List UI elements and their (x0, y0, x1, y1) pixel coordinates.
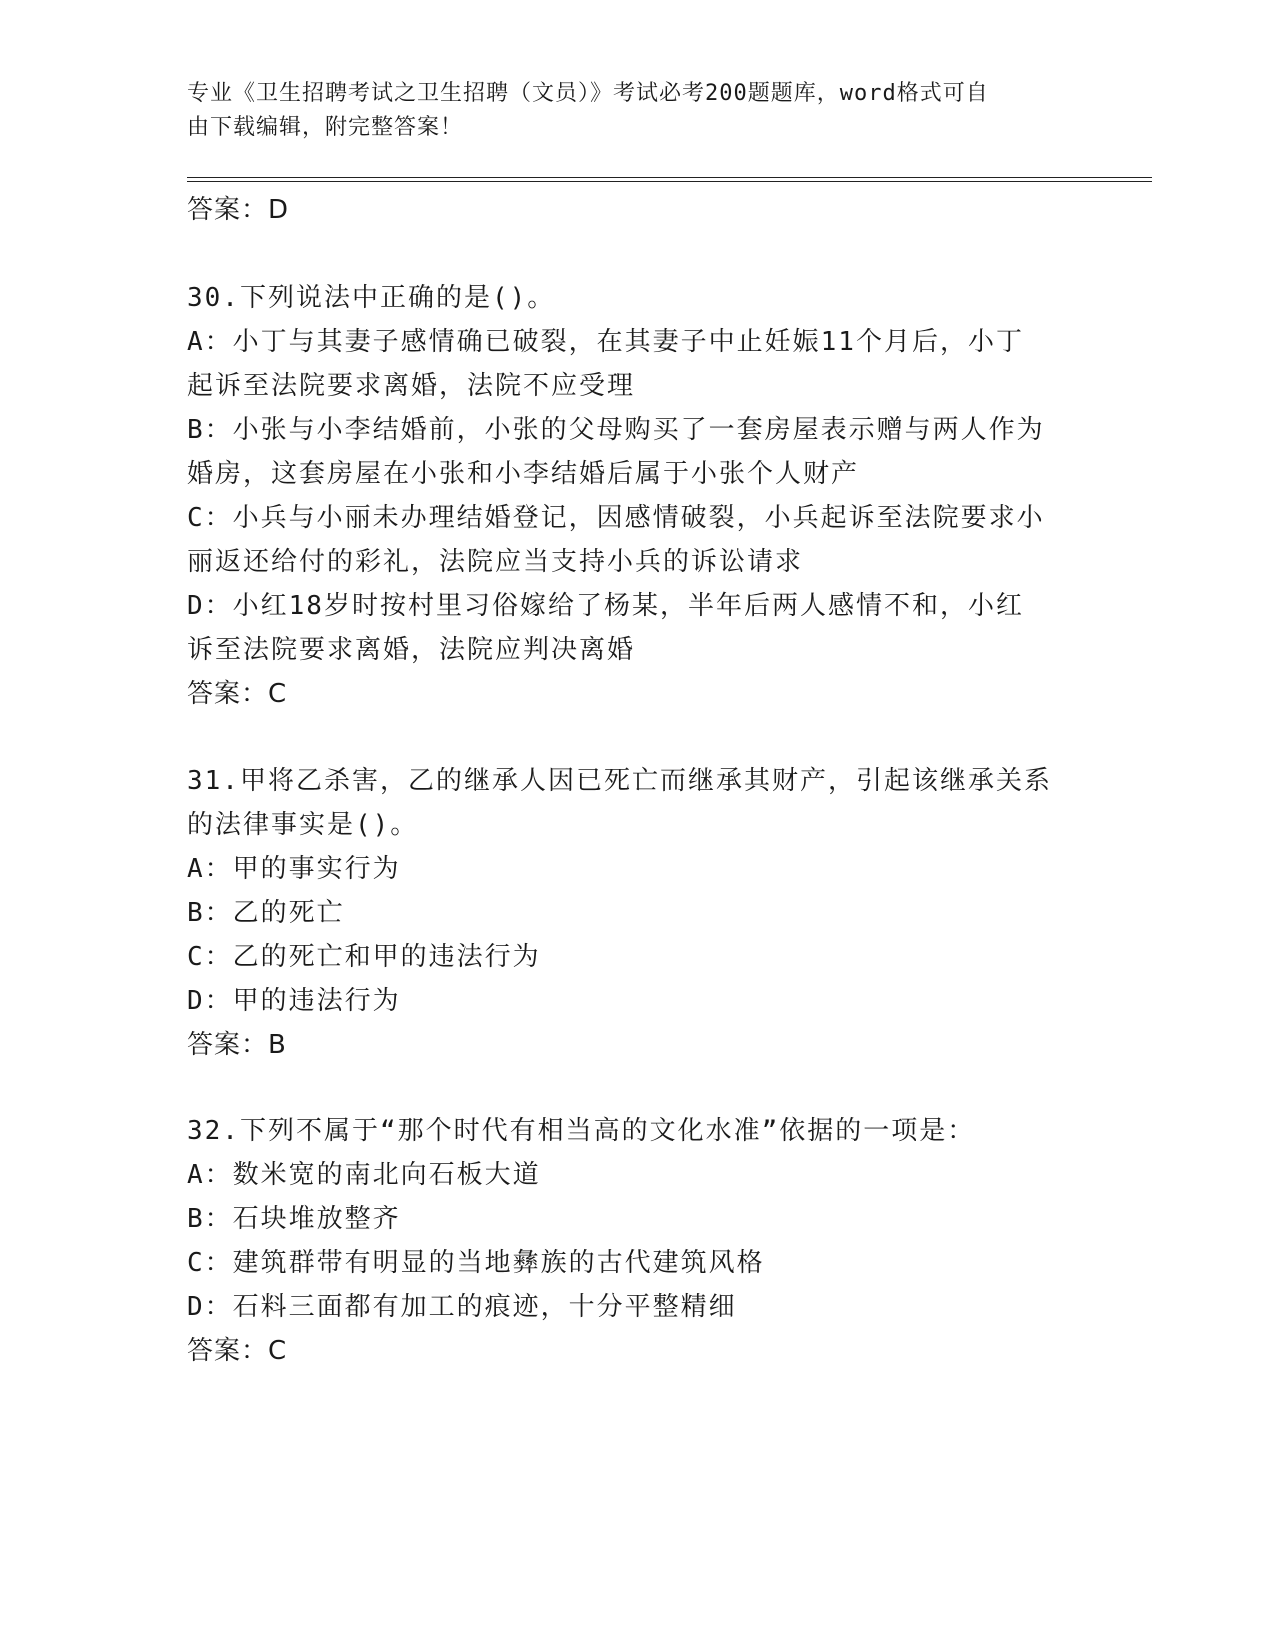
option-a-line1: A：小丁与其妻子感情确已破裂，在其妻子中止妊娠11个月后，小丁 (187, 327, 1024, 357)
option-c-line1: C：小兵与小丽未办理结婚登记，因感情破裂，小兵起诉至法院要求小 (187, 503, 1045, 533)
header-line-2: 由下载编辑，附完整答案！ (187, 115, 464, 140)
option-a: A：数米宽的南北向石板大道 (187, 1160, 541, 1190)
answer: 答案：C (187, 1336, 288, 1366)
option-b-line2: 婚房，这套房屋在小张和小李结婚后属于小张个人财产 (187, 459, 860, 489)
option-b: B：石块堆放整齐 (187, 1204, 401, 1234)
header-line-1: 专业《卫生招聘考试之卫生招聘（文员）》考试必考200题题库，word格式可自 (187, 81, 989, 106)
option-d: D：石料三面都有加工的痕迹，十分平整精细 (187, 1292, 737, 1322)
option-b: B：乙的死亡 (187, 898, 345, 928)
header-rule-top (187, 177, 1152, 178)
prev-answer: 答案：D (187, 195, 290, 225)
option-d-line2: 诉至法院要求离婚，法院应判决离婚 (187, 635, 636, 665)
question-stem: 32.下列不属于“那个时代有相当高的文化水准”依据的一项是： (187, 1116, 976, 1146)
option-a-line2: 起诉至法院要求离婚，法院不应受理 (187, 371, 636, 401)
option-d: D：甲的违法行为 (187, 986, 401, 1016)
answer: 答案：B (187, 1030, 287, 1060)
question-stem-line2: 的法律事实是()。 (187, 810, 419, 840)
option-c: C：建筑群带有明显的当地彝族的古代建筑风格 (187, 1248, 765, 1278)
option-a: A：甲的事实行为 (187, 854, 401, 884)
question-stem-line1: 31.甲将乙杀害，乙的继承人因已死亡而继承其财产，引起该继承关系 (187, 766, 1052, 796)
header-rule-bottom (187, 181, 1152, 182)
option-c-line2: 丽返还给付的彩礼，法院应当支持小兵的诉讼请求 (187, 547, 804, 577)
option-b-line1: B：小张与小李结婚前，小张的父母购买了一套房屋表示赠与两人作为 (187, 415, 1045, 445)
answer: 答案：C (187, 679, 288, 709)
option-d-line1: D：小红18岁时按村里习俗嫁给了杨某，半年后两人感情不和，小红 (187, 591, 1024, 621)
option-c: C：乙的死亡和甲的违法行为 (187, 942, 541, 972)
question-stem: 30.下列说法中正确的是()。 (187, 283, 556, 313)
